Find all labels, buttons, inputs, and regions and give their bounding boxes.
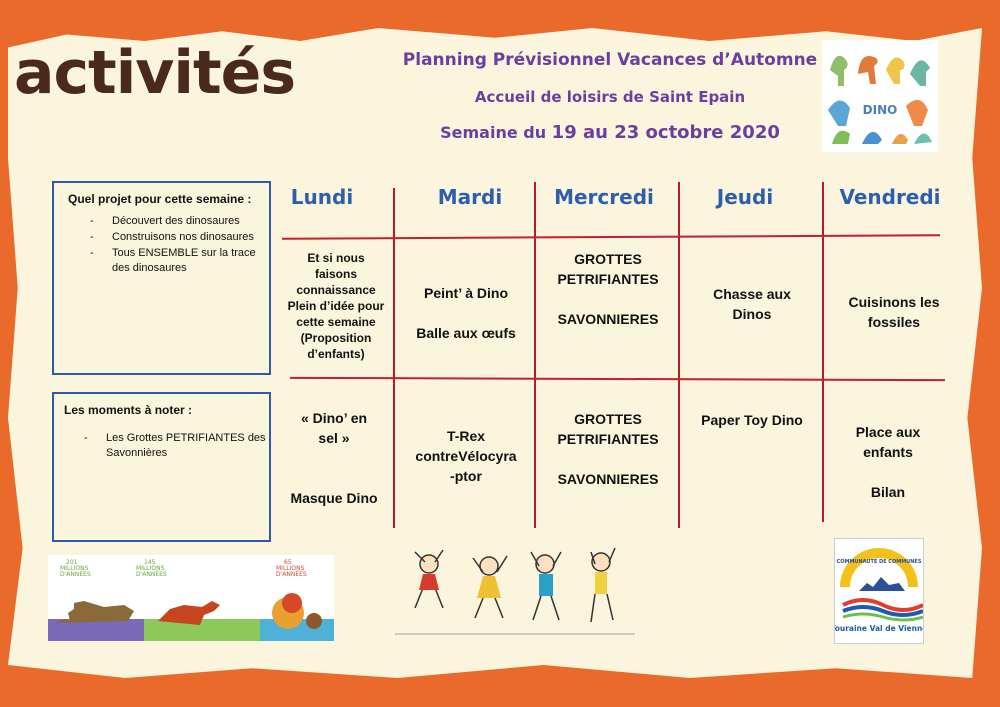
day-jeudi: Jeudi xyxy=(716,185,774,209)
timeline-label-line: D'ANNÉES xyxy=(276,571,307,578)
cell-mardi-1: Peint’ à Dino Balle aux œufs xyxy=(416,285,516,341)
dino-collage-icon xyxy=(822,40,938,152)
week-range: 19 au 23 octobre 2020 xyxy=(551,122,780,143)
moments-box xyxy=(52,392,271,542)
project-title: Quel projet pour cette semaine : xyxy=(68,192,252,206)
moments-title: Les moments à noter : xyxy=(64,403,193,417)
timeline-label-line: 201 xyxy=(66,559,78,566)
center-subtitle: Accueil de loisirs de Saint Epain xyxy=(474,88,746,106)
comcom-name: Touraine Val de Vienne xyxy=(835,624,923,633)
cell-mercredi-1: GROTTES PETRIFIANTES SAVONNIERES xyxy=(557,251,659,327)
timeline-label-line: 65 xyxy=(284,559,292,566)
list-item: - Les Grottes PETRIFIANTES des Savonnières xyxy=(106,431,269,461)
cell-vendredi-1: Cuisinons les fossiles xyxy=(848,294,940,330)
cell-mardi-2: T-Rex contreVélocyra -ptor xyxy=(415,428,517,484)
timeline-label-line: 145 xyxy=(144,559,156,566)
timeline-label-line: MILLIONS xyxy=(60,565,89,572)
cell-mercredi-2: GROTTES PETRIFIANTES SAVONNIERES xyxy=(557,411,659,487)
jumping-kids-icon xyxy=(395,548,635,638)
dino-illustration xyxy=(822,40,938,152)
timeline-label-line: D'ANNÉES xyxy=(60,571,91,578)
list-item: - Construisons nos dinosaures xyxy=(112,230,269,245)
week-prefix: Semaine du xyxy=(440,123,552,142)
project-list xyxy=(54,214,269,276)
dinosaur-timeline-illustration xyxy=(48,555,334,641)
cell-lundi-2: « Dino’ en sel » Masque Dino xyxy=(290,410,378,506)
comcom-arc-text: COMMUNAUTÉ DE COMMUNES xyxy=(836,559,922,565)
day-lundi: Lundi xyxy=(290,185,354,209)
comcom-logo xyxy=(834,538,924,644)
cell-vendredi-2: Place aux enfants Bilan xyxy=(855,424,921,500)
planning-title: Planning Prévisionnel Vacances d’Automne xyxy=(402,50,818,70)
project-box xyxy=(52,181,271,375)
comcom-emblem-icon xyxy=(835,539,923,643)
day-mercredi: Mercredi xyxy=(554,185,654,209)
cell-jeudi-2: Paper Toy Dino xyxy=(701,412,803,428)
grid-line xyxy=(822,182,824,522)
kids-illustration xyxy=(395,548,635,638)
cell-jeudi-1: Chasse aux Dinos xyxy=(713,286,791,322)
grid-line xyxy=(534,182,536,528)
week-dates xyxy=(380,122,840,143)
timeline-label-line: MILLIONS xyxy=(276,565,305,572)
cell-lundi-1: Et si nous faisons connaissance Plein d’idée pour cette semaine (Proposition d’enfants) xyxy=(287,251,385,361)
grid-line xyxy=(678,182,680,528)
timeline-label-line: D'ANNÉES xyxy=(136,571,167,578)
activites-logo: activités xyxy=(14,38,296,108)
dino-label: DINO xyxy=(862,103,898,117)
day-vendredi: Vendredi xyxy=(839,185,941,209)
moments-list xyxy=(54,431,269,461)
dinosaur-timeline-icon xyxy=(48,555,334,641)
list-item: - Tous ENSEMBLE sur la trace des dinosaures xyxy=(112,246,269,276)
list-item: - Découvert des dinosaures xyxy=(112,214,269,229)
timeline-label-line: MILLIONS xyxy=(136,565,165,572)
day-mardi: Mardi xyxy=(437,185,503,209)
